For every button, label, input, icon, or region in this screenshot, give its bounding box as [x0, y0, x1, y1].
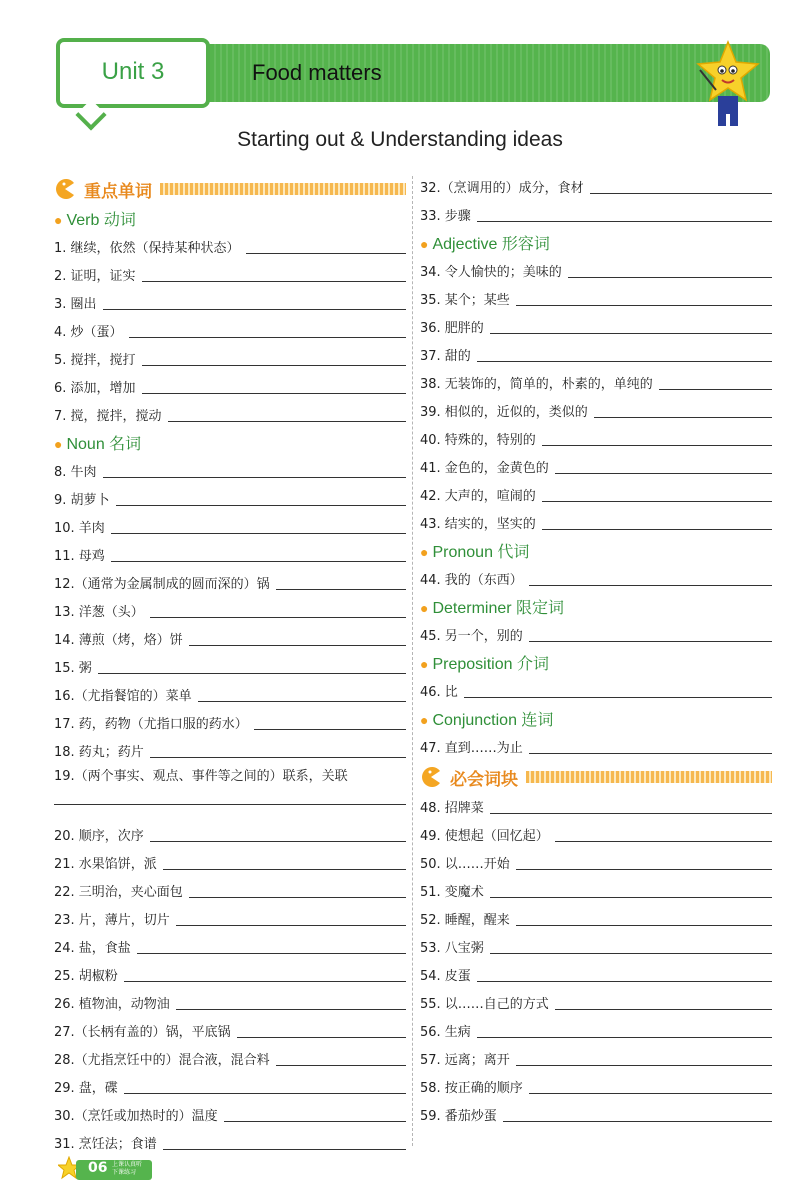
category-stripe — [526, 771, 772, 783]
answer-line[interactable] — [111, 560, 406, 562]
answer-line[interactable] — [490, 896, 772, 898]
column-divider — [412, 176, 413, 1146]
answer-line[interactable] — [150, 840, 406, 842]
vocab-item: 16.（尤指餐馆的）菜单 — [54, 682, 406, 710]
answer-line[interactable] — [464, 696, 772, 698]
chunk-item: 57. 远离；离开 — [420, 1046, 772, 1074]
section-conjunction: ● Conjunction 连词 — [420, 712, 554, 729]
vocab-item: 17. 药，药物（尤指口服的药水） — [54, 710, 406, 738]
answer-line[interactable] — [490, 952, 772, 954]
vocab-item: 39. 相似的，近似的，类似的 — [420, 398, 772, 426]
left-column — [54, 174, 406, 1158]
footer-slogan-line2: 下课练习 — [112, 1169, 137, 1176]
answer-line[interactable] — [116, 504, 406, 506]
vocab-item: 27.（长柄有盖的）锅，平底锅 — [54, 1018, 406, 1046]
answer-line[interactable] — [176, 924, 406, 926]
section-noun: ● Noun 名词 — [54, 436, 142, 453]
vocab-item: 35. 某个；某些 — [420, 286, 772, 314]
right-column — [420, 174, 772, 1130]
vocab-item: 32.（烹调用的）成分，食材 — [420, 174, 772, 202]
pacman-icon — [420, 766, 442, 788]
answer-line[interactable] — [276, 1064, 406, 1066]
vocab-item: 13. 洋葱（头） — [54, 598, 406, 626]
page-number: 06 — [88, 1160, 108, 1176]
answer-line[interactable] — [129, 336, 406, 338]
section-determiner: ● Determiner 限定词 — [420, 600, 565, 617]
chunk-item: 58. 按正确的顺序 — [420, 1074, 772, 1102]
footer-slogan-line1: 上课认真听 — [112, 1161, 143, 1168]
answer-line[interactable] — [529, 640, 772, 642]
answer-line[interactable] — [276, 588, 406, 590]
answer-line[interactable] — [246, 252, 406, 254]
category-title: 必会词块 — [450, 769, 518, 790]
vocab-item: 14. 薄煎（烤，烙）饼 — [54, 626, 406, 654]
section-label: Verb 动词 — [66, 212, 136, 229]
vocab-item: 15. 粥 — [54, 654, 406, 682]
answer-line[interactable] — [142, 392, 406, 394]
answer-line[interactable] — [142, 280, 406, 282]
chunk-item: 49. 使想起（回忆起） — [420, 822, 772, 850]
vocab-item: 25. 胡椒粉 — [54, 962, 406, 990]
answer-line[interactable] — [568, 276, 772, 278]
section-verb: ● Verb 动词 — [54, 212, 136, 229]
vocab-item: 6. 添加，增加 — [54, 374, 406, 402]
answer-line[interactable] — [516, 924, 772, 926]
answer-line[interactable] — [477, 360, 772, 362]
answer-line[interactable] — [103, 476, 406, 478]
answer-line[interactable] — [516, 868, 772, 870]
section-adjective: ● Adjective 形容词 — [420, 236, 550, 253]
vocab-item: 22. 三明治，夹心面包 — [54, 878, 406, 906]
answer-line[interactable] — [590, 192, 772, 194]
vocab-item: 12.（通常为金属制成的圆而深的）锅 — [54, 570, 406, 598]
answer-line[interactable] — [503, 1120, 772, 1122]
vocab-item: 34. 令人愉快的；美味的 — [420, 258, 772, 286]
answer-line[interactable] — [98, 672, 406, 674]
category-header — [420, 762, 772, 792]
answer-line[interactable] — [189, 644, 406, 646]
vocab-item: 45. 另一个，别的 — [420, 622, 772, 650]
answer-line[interactable] — [111, 532, 406, 534]
answer-line[interactable] — [490, 812, 772, 814]
section-label: Preposition 介词 — [432, 656, 549, 673]
category-stripe — [160, 183, 406, 195]
section-label: Noun 名词 — [66, 436, 142, 453]
answer-line[interactable] — [555, 472, 772, 474]
chunk-item: 51. 变魔术 — [420, 878, 772, 906]
vocab-item: 40. 特殊的，特别的 — [420, 426, 772, 454]
section-pronoun: ● Pronoun 代词 — [420, 544, 530, 561]
vocab-item: 29. 盘，碟 — [54, 1074, 406, 1102]
answer-line[interactable] — [103, 308, 406, 310]
vocab-item: 41. 金色的，金黄色的 — [420, 454, 772, 482]
vocab-item: 37. 甜的 — [420, 342, 772, 370]
vocab-item: 47. 直到……为止 — [420, 734, 772, 762]
answer-line[interactable] — [516, 1064, 772, 1066]
vocab-item: 1. 继续，依然（保持某种状态） — [54, 234, 406, 262]
answer-line[interactable] — [198, 700, 406, 702]
vocab-item: 2. 证明，证实 — [54, 262, 406, 290]
answer-line[interactable] — [477, 980, 772, 982]
vocab-item: 36. 肥胖的 — [420, 314, 772, 342]
vocab-item: 21. 水果馅饼，派 — [54, 850, 406, 878]
vocab-item: 23. 片，薄片，切片 — [54, 906, 406, 934]
chunk-item: 55. 以……自己的方式 — [420, 990, 772, 1018]
unit-label: Unit 3 — [101, 58, 165, 85]
chunk-item: 54. 皮蛋 — [420, 962, 772, 990]
answer-line[interactable] — [555, 840, 772, 842]
category-title: 重点单词 — [84, 181, 152, 202]
vocab-item: 42. 大声的，喧闹的 — [420, 482, 772, 510]
section-label: Conjunction 连词 — [432, 712, 554, 729]
answer-line[interactable] — [555, 1008, 772, 1010]
answer-line[interactable] — [542, 444, 772, 446]
answer-line[interactable] — [163, 868, 406, 870]
answer-line[interactable] — [150, 756, 406, 758]
answer-line[interactable] — [477, 220, 772, 222]
footer-slogan — [112, 1161, 152, 1177]
answer-line[interactable] — [176, 1008, 406, 1010]
answer-line[interactable] — [237, 1036, 406, 1038]
vocab-item: 31. 烹饪法；食谱 — [54, 1130, 406, 1158]
answer-line[interactable] — [168, 420, 406, 422]
vocab-item: 8. 牛肉 — [54, 458, 406, 486]
chunk-item: 56. 生病 — [420, 1018, 772, 1046]
answer-line[interactable] — [163, 1148, 406, 1150]
answer-line[interactable] — [150, 616, 406, 618]
section-preposition: ● Preposition 介词 — [420, 656, 549, 673]
answer-line[interactable] — [189, 896, 406, 898]
answer-line[interactable] — [54, 804, 406, 805]
chunk-item: 48. 招牌菜 — [420, 794, 772, 822]
answer-line[interactable] — [477, 1036, 772, 1038]
chunk-item: 59. 番茄炒蛋 — [420, 1102, 772, 1130]
vocab-item: 43. 结实的，坚实的 — [420, 510, 772, 538]
chunk-item: 50. 以……开始 — [420, 850, 772, 878]
answer-line[interactable] — [490, 332, 772, 334]
vocab-item: 9. 胡萝卜 — [54, 486, 406, 514]
vocab-item: 7. 搅，搅拌，搅动 — [54, 402, 406, 430]
answer-line[interactable] — [659, 388, 772, 390]
vocab-item: 24. 盐，食盐 — [54, 934, 406, 962]
vocab-item: 28.（尤指烹饪中的）混合液，混合料 — [54, 1046, 406, 1074]
vocab-item: 26. 植物油，动物油 — [54, 990, 406, 1018]
vocab-item: 38. 无装饰的，简单的，朴素的，单纯的 — [420, 370, 772, 398]
unit-title: Food matters — [252, 60, 382, 85]
vocab-item: 20. 顺序，次序 — [54, 822, 406, 850]
vocab-item: 44. 我的（东西） — [420, 566, 772, 594]
vocab-item: 3. 圈出 — [54, 290, 406, 318]
answer-line[interactable] — [254, 728, 406, 730]
answer-line[interactable] — [594, 416, 772, 418]
answer-line[interactable] — [529, 752, 772, 754]
vocab-item: 4. 炒（蛋） — [54, 318, 406, 346]
vocab-item: 11. 母鸡 — [54, 542, 406, 570]
pacman-icon — [54, 178, 76, 200]
answer-line[interactable] — [516, 304, 772, 306]
answer-line[interactable] — [529, 584, 772, 586]
chunk-item: 52. 睡醒，醒来 — [420, 906, 772, 934]
vocab-item: 5. 搅拌，搅打 — [54, 346, 406, 374]
category-header — [54, 174, 406, 204]
vocab-item: 46. 比 — [420, 678, 772, 706]
vocab-item: 18. 药丸；药片 — [54, 738, 406, 766]
vocab-item: 10. 羊肉 — [54, 514, 406, 542]
answer-line[interactable] — [224, 1120, 406, 1122]
answer-line[interactable] — [529, 1092, 772, 1094]
answer-line[interactable] — [137, 952, 406, 954]
chunk-item: 53. 八宝粥 — [420, 934, 772, 962]
answer-line[interactable] — [124, 1092, 406, 1094]
section-label: Adjective 形容词 — [432, 236, 550, 253]
section-label: Pronoun 代词 — [432, 544, 530, 561]
answer-line[interactable] — [124, 980, 406, 982]
vocab-item: 33. 步骤 — [420, 202, 772, 230]
section-label: Determiner 限定词 — [432, 600, 565, 617]
page-subtitle: Starting out & Understanding ideas — [237, 128, 563, 151]
vocab-item: 30.（烹饪或加热时的）温度 — [54, 1102, 406, 1130]
star-mascot-icon — [696, 40, 760, 130]
answer-line[interactable] — [542, 500, 772, 502]
answer-line[interactable] — [142, 364, 406, 366]
vocab-item: 19.（两个事实、观点、事件等之间的）联系，关联 — [54, 766, 406, 822]
answer-line[interactable] — [542, 528, 772, 530]
